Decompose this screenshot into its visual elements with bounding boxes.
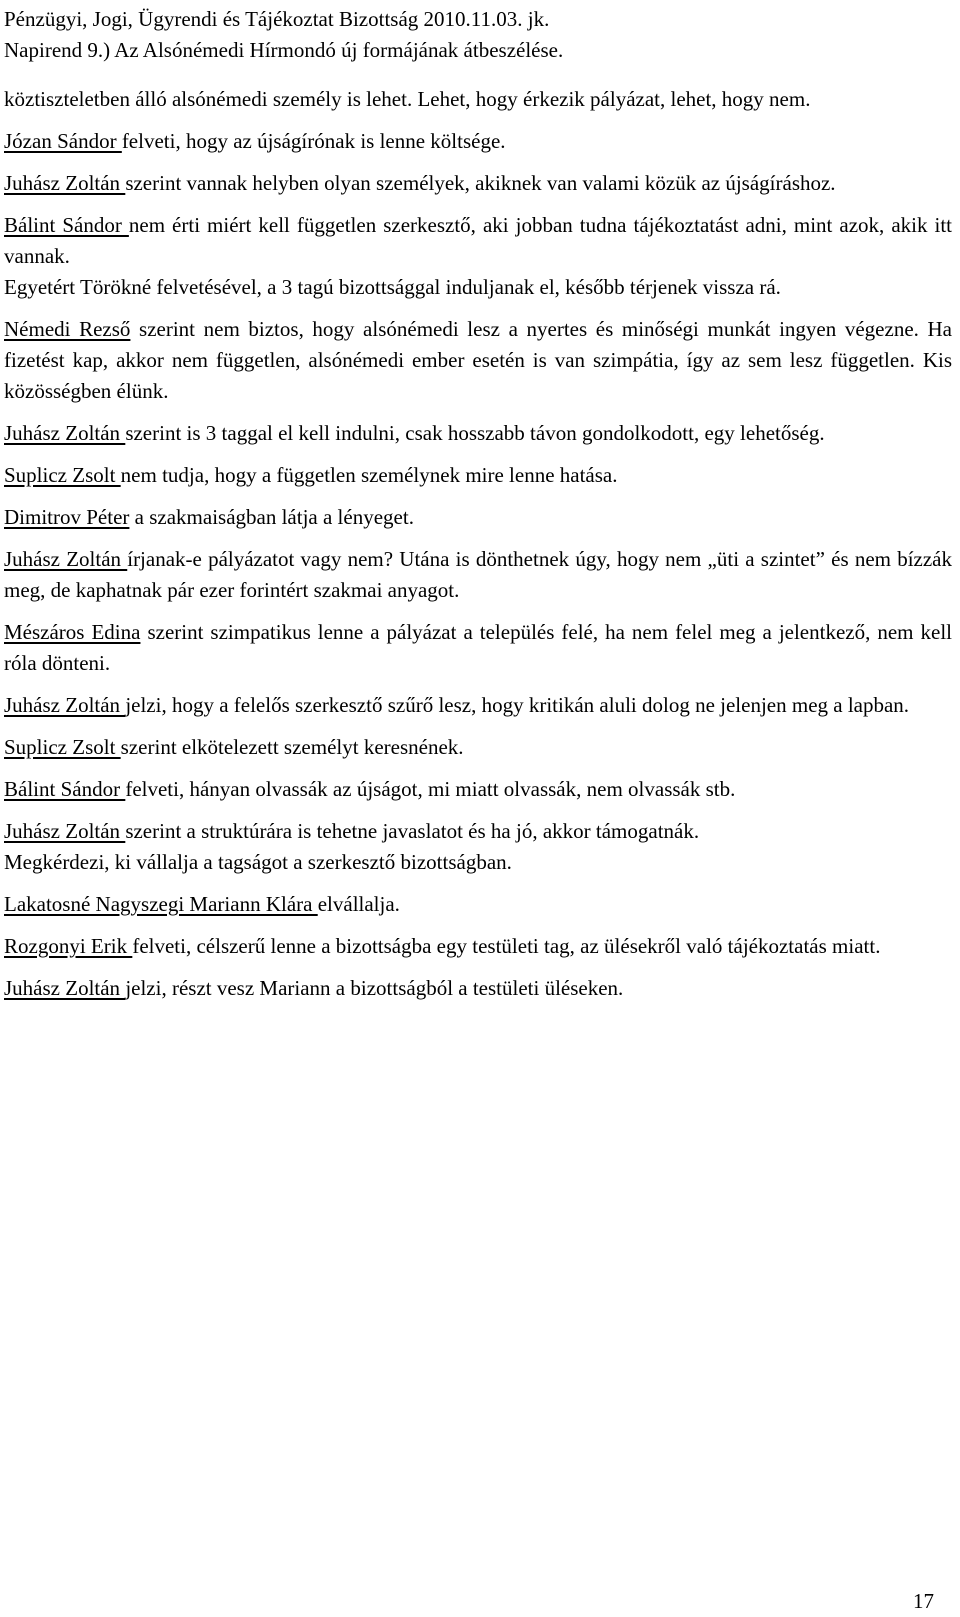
paragraph <box>4 690 952 721</box>
paragraph-text: szerint vannak helyben olyan személyek, akiknek van valami közük az újságíráshoz. <box>125 171 836 195</box>
speaker-name: Juhász Zoltán <box>4 171 126 195</box>
speaker-name: Suplicz Zsolt <box>4 463 121 487</box>
paragraph-text: felveti, hányan olvassák az újságot, mi miatt olvassák, nem olvassák stb. <box>125 777 736 801</box>
paragraph-text: írjanak-e pályázatot vagy nem? Utána is dönthetnek úgy, hogy nem „üti a szintet” és nem bízzák meg, de kaphatnak pár ezer forintért szakmai anyagot. <box>4 547 952 602</box>
speaker-name: Némedi Rezső <box>4 317 131 341</box>
paragraph-text: jelzi, hogy a felelős szerkesztő szűrő lesz, hogy kritikán aluli dolog ne jelenjen meg a lapban. <box>125 693 910 717</box>
speaker-name: Juhász Zoltán <box>4 547 128 571</box>
paragraph <box>4 816 952 847</box>
speaker-name: Juhász Zoltán <box>4 976 126 1000</box>
paragraph-text: felveti, célszerű lenne a bizottságba egy testületi tag, az ülésekről való tájékoztatás miatt. <box>132 934 881 958</box>
paragraph <box>4 732 952 763</box>
page-number: 17 <box>913 1589 934 1613</box>
paragraph <box>4 847 952 878</box>
paragraph <box>4 418 952 449</box>
header-title: Pénzügyi, Jogi, Ügyrendi és Tájékoztat Bizottság 2010.11.03. jk. <box>4 7 550 31</box>
paragraph-text: szerint elkötelezett személyt keresnének. <box>120 735 464 759</box>
document-header <box>4 4 952 66</box>
speaker-name: Dimitrov Péter <box>4 505 130 529</box>
paragraph <box>4 889 952 920</box>
paragraph-text: a szakmaiságban látja a lényeget. <box>129 505 414 529</box>
paragraph-text: Egyetért Törökné felvetésével, a 3 tagú bizottsággal induljanak el, később térjenek vissza rá. <box>4 275 781 299</box>
paragraph-text: nem tudja, hogy a független személynek mire lenne hatása. <box>120 463 618 487</box>
paragraph-text: elvállalja. <box>317 892 400 916</box>
paragraph <box>4 544 952 606</box>
header-agenda: Napirend 9.) Az Alsónémedi Hírmondó új formájának átbeszélése. <box>4 38 564 62</box>
speaker-name: Bálint Sándor <box>4 213 129 237</box>
speaker-name: Suplicz Zsolt <box>4 735 121 759</box>
paragraph-text: jelzi, részt vesz Mariann a bizottságból a testületi üléseken. <box>125 976 624 1000</box>
speaker-name: Lakatosné Nagyszegi Mariann Klára <box>4 892 318 916</box>
paragraph-text: szerint is 3 taggal el kell indulni, csak hosszabb távon gondolkodott, egy lehetőség. <box>125 421 825 445</box>
paragraph-text: Megkérdezi, ki vállalja a tagságot a szerkesztő bizottságban. <box>4 850 512 874</box>
speaker-name: Juhász Zoltán <box>4 693 126 717</box>
speaker-name: Juhász Zoltán <box>4 819 126 843</box>
paragraph-text: szerint nem biztos, hogy alsónémedi lesz a nyertes és minőségi munkát ingyen végezne. Ha fizetést kap, akkor nem független, alsónémedi ember esetén is van szimpátia, így az sem lesz független. Kis közösségben élünk. <box>4 317 953 403</box>
paragraph <box>4 931 952 962</box>
speaker-name: Józan Sándor <box>4 129 122 153</box>
paragraph-text: nem érti miért kell független szerkesztő, aki jobban tudna tájékoztatást adni, mint azok, akik itt vannak. <box>4 213 953 268</box>
speaker-name: Juhász Zoltán <box>4 421 126 445</box>
paragraph <box>4 617 952 679</box>
paragraph <box>4 272 952 303</box>
paragraph <box>4 126 952 157</box>
paragraph <box>4 210 952 272</box>
paragraph-text: szerint szimpatikus lenne a pályázat a település felé, ha nem felel meg a jelentkező, nem kell róla dönteni. <box>4 620 952 675</box>
paragraph <box>4 460 952 491</box>
speaker-name: Bálint Sándor <box>4 777 126 801</box>
paragraph <box>4 168 952 199</box>
paragraph-text: szerint a struktúrára is tehetne javaslatot és ha jó, akkor támogatnák. <box>125 819 700 843</box>
paragraph <box>4 84 952 115</box>
speaker-name: Rozgonyi Erik <box>4 934 133 958</box>
paragraph <box>4 502 952 533</box>
paragraph <box>4 314 952 407</box>
paragraph-text: köztiszteletben álló alsónémedi személy is lehet. Lehet, hogy érkezik pályázat, lehet, hogy nem. <box>4 87 811 111</box>
paragraph-text: felveti, hogy az újságírónak is lenne költsége. <box>121 129 506 153</box>
paragraph <box>4 774 952 805</box>
speaker-name: Mészáros Edina <box>4 620 141 644</box>
paragraph <box>4 973 952 1004</box>
